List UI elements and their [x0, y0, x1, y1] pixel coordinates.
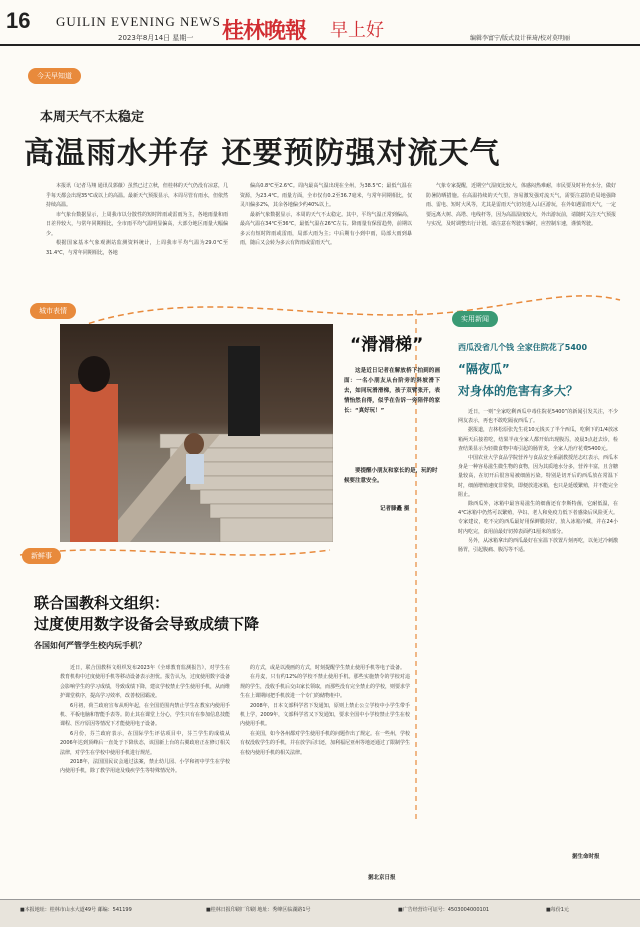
page-footer	[0, 899, 640, 927]
tag-city: 城市表情	[30, 303, 76, 319]
photo-caption: 这是近日记者在解放桥下拍到的画面：一名小朋友从台阶旁的斜坡滑下去，如同玩滑滑梯，孩子双臂张开，表情怡然自得，似乎在告诉一旁陪伴的家长：“真好玩！”	[344, 368, 440, 414]
article4-subhead: 各国如何严管学生校内玩手机？	[34, 641, 146, 650]
footer-license: ■广告经营许可证号：4503004000101	[398, 907, 490, 913]
article3-headline1: “隔夜瓜”	[458, 362, 510, 376]
editor-credits: 编辑李富宁/版式设计崔琦/校对莫明丽	[470, 35, 571, 42]
photo-caption-2: 要提醒小朋友和家长的是，玩的时候要注意安全。	[344, 468, 438, 484]
article3-credit: 据生命时报	[572, 854, 600, 860]
article1-kicker: 本周天气不太稳定	[40, 110, 145, 125]
article4-headline1: 联合国教科文组织：	[34, 594, 170, 612]
footer-printer: ■桂林日报印刷厂印刷 地址：秀峰区临湖路1号	[206, 907, 311, 913]
paper-name: GUILIN EVENING NEWS	[56, 14, 221, 29]
footer-price: ■每份1元	[546, 907, 569, 913]
masthead-logo: 桂林晚報	[222, 18, 307, 44]
footer-address: ■本报地址：桂林市山水大道49号 邮编：541199	[20, 907, 132, 913]
article4-credit: 据北京日报	[368, 875, 396, 881]
page-number: 16	[6, 8, 31, 33]
tag-practical: 实用新闻	[452, 311, 498, 327]
photo-title: “滑滑梯”	[350, 335, 424, 355]
article1-col2: 偏高0.8℃至2.6℃。周内最高气温出现在全州，为38.5℃；最低气温在资源，为23.4℃。雨量方面，全市仅有0.2至36.7毫米，与常年同期相比，仅灵川偏多2%，其余各地偏少约40%以上。 最新气象数据显示，本周的天气不太稳定。其中，平均气温正常到偏高，最高气温在34℃至36℃，最低气温在26℃左右。降雨量有保留趋势，前期以多云有短时阵雨或雷雨，局部大雨为主；中后期有小到中雨，局部大雨到暴雨，随后又会转为多云有阵雨或雷雨天气。	[240, 183, 412, 246]
article1-headline: 高温雨水并存 还要预防强对流天气	[24, 136, 501, 171]
article1-col1: 本报讯（记者马翔 通讯员郭薇）虽然已过立秋，但桂林的天气仍没有凉意，几乎每天都会出现35℃或以上的高温。最新天气预报显示，本周尽管有雨水，但依然持续高温。 市气象台数据显示，上周我市以分散性的短时阵雨或雷雨为主，各地雨量和雨日差异较大，与常年同期相比，全市雨平均气温明显偏高，大部分地区雨量大幅偏少。 根据国家基本气象观测站监测资料统计，上周我市平均气温为29.0℃至31.4℃，与常年同期相比，各地	[46, 183, 228, 256]
article4-headline2: 过度使用数字设备会导致成绩下降	[34, 615, 260, 633]
tag-today: 今天早知道	[28, 68, 81, 84]
article3-headline2: 对身体的危害有多大？	[458, 384, 579, 398]
article4-col1: 近日，联合国教科文组织发布2023年《全球教育监测报告》，对学生在教育机构中过度使用手机等移动设备表示担忧。报告认为，过度使用数字设备会影响学生的学习成绩，导致成绩下降，建议学校禁止学生使用手机，从而维护课堂秩序，提高学习效率，改善校园霸凌。 6月初，荷兰政府宣布从明年起，在全国范围内禁止学生在教室内使用手机、平板电脑和智能手表等。防止其在课堂上分心，学生只有在参加信息技能课程、医疗原因等情况下才能使用电子设备。 6月份，芬兰政府表示，在国际学生评估项目中，芬兰学生的成绩从2006年达到顶峰后一直处于下降状态，该国新上台的右翼政府正在修订相关法律，对学生在学校中使用手机进行规范。 2018年，法国国民议会通过法案，禁止幼儿园、小学和初中学生在学校内使用手机，除了教学用途及残疾学生等特殊情况外。	[60, 665, 231, 775]
tag-fresh: 新鲜事	[22, 548, 61, 564]
section-title: 早上好	[330, 20, 384, 41]
photo-scene	[60, 324, 333, 542]
article3-body: 近日，一则“全家吃剩西瓜中毒住院花5400”的新闻引发关注，不少网友表示，再也不敢吃隔夜西瓜了。 据报道，吉林松原张先生花10元钱买了半个西瓜，吃剩下的1/4放冰箱两天后接着吃，结果半夜全家人都开始出现腹泻，凌晨3点赶去诊，检查结果显示为轻微食物中毒引起的肠胃炎，全家人治疗花费5400元。 中国农业大学食品学院营养与食品安全系副教授范志红表示，西瓜本身是一种容易滋生微生物的食物，因为其质地水分多，营养丰富，且含糖量较高，在切开后很容易被细菌污染。特别是切开后的西瓜放在常温下时，细菌增殖速度非常快，即便放进冰箱，也只是延缓繁殖，并不能完全阻止。 除西瓜外，冰箱中最容易滋生的细菌还有李斯特菌，它耐低温，在4℃冰箱中仍然可以繁殖，孕妇、老人和免疫力低下者感染后风险更大。专家建议，吃不完的西瓜最好用保鲜膜封好，放入冰箱冷藏，并在24小时内吃完，食用前最好切掉表面约1厘米的部分。 另外，从冰箱拿出的西瓜最好在室温下放置片刻再吃，以免过冷刺激肠胃，引起腹痛、腹泻等不适。	[458, 409, 619, 554]
slide-photo	[60, 324, 333, 542]
article3-kicker: 西瓜没省几个钱 全家住院花了5400	[458, 343, 588, 352]
photo-credit: 记者滕矗 摄	[380, 506, 410, 512]
article4-col2: 的方式，或是以漫画的方式，时刻提醒学生禁止使用手机等电子设备。 在丹麦，只有约12%的学校不禁止使用手机。那些实施禁令的学校对违规的学生，没收手机后交由家长领取，而那些没有完全禁止的学校，则要求学生在上课期间把手机放进一个专门的储物柜中。 2008年，日本文部科学省下发通知，原则上禁止公立学校中小学生带手机上学，2009年，文部科学省又下发通知，要求全国中小学校禁止学生在校内使用手机。 在美国，如今各州都对学生使用手机的问题作出了规定。在一些州，学校有权没收学生的手机，并在放学后归还，加利福尼亚州等地还通过了限制学生在校内使用手机的相关法律。	[240, 665, 411, 756]
issue-date: 2023年8月14日 星期一	[118, 34, 194, 42]
article1-col3: 气象专家提醒，近期空气湿度比较大，体感闷热难耐，市民要及时补充水分，做好防暑防晒措施。在高温持续的天气里，容易激发强对流天气，需要注意防范局地强降雨、雷电、短时大风等，尤其是雷雨天气切勿进入山区游玩，在外如遇雷雨天气，一定要远离大树、高塔、电线杆等，因为高温湿度较大，外出游玩前，请随时关注天气预报与实况，及时调整出行计划。请注意在驾驶车辆时，应控制车速，谨慎驾驶。	[426, 183, 617, 227]
